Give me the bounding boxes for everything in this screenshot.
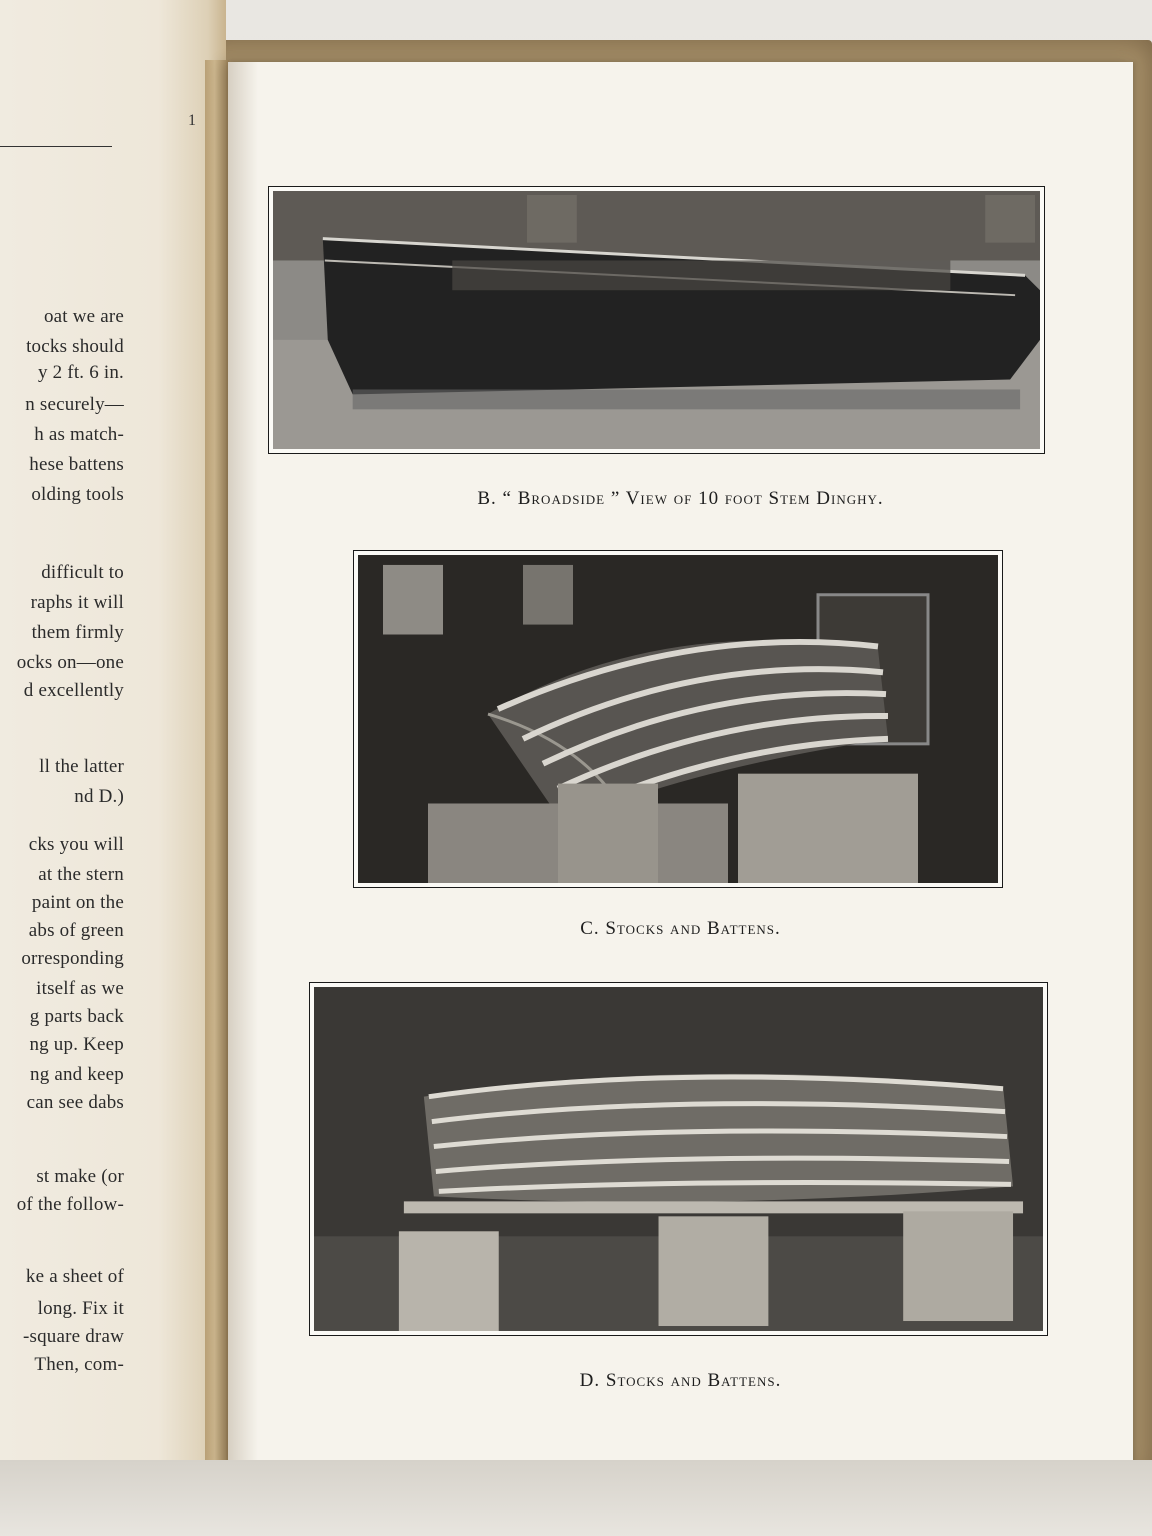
left-text-line: difficult to: [41, 562, 124, 583]
left-text-line: st make (or: [36, 1166, 124, 1187]
figure-d-caption: D. Stocks and Battens.: [579, 1370, 782, 1391]
figure-b-caption: B. “ Broadside ” View of 10 foot Stem Dinghy.: [477, 488, 884, 509]
left-page-mark: 1: [188, 112, 196, 129]
left-text-line: abs of green: [28, 920, 124, 941]
stocks-battens-illustration-d: [314, 987, 1043, 1331]
left-text-line: ocks on—one: [16, 652, 124, 673]
stocks-battens-illustration-c: [358, 555, 998, 883]
left-text-line: d excellently: [23, 680, 124, 701]
stocks-battens-photo-c: [358, 555, 998, 883]
stocks-battens-photo-d: [314, 987, 1043, 1331]
left-text-line: cks you will: [28, 834, 124, 855]
figure-c-photo: [353, 550, 1003, 888]
figure-c-caption: C. Stocks and Battens.: [580, 918, 781, 939]
left-text-line: ke a sheet of: [25, 1266, 124, 1287]
left-text-line: Then, com-: [34, 1354, 124, 1375]
left-text-line: y 2 ft. 6 in.: [38, 362, 124, 383]
left-text-line: n securely—: [25, 394, 124, 415]
left-text-line: can see dabs: [26, 1092, 124, 1113]
left-text-line: orresponding: [21, 948, 124, 969]
figure-b-photo: [268, 186, 1045, 454]
left-text-line: -square draw: [22, 1326, 124, 1347]
left-text-line: at the stern: [38, 864, 124, 885]
left-text-line: ng and keep: [30, 1064, 124, 1085]
left-text-line: them firmly: [31, 622, 124, 643]
page-bottom-shadow: [0, 1460, 1152, 1536]
left-text-line: raphs it will: [30, 592, 124, 613]
figure-d-photo: [309, 982, 1048, 1336]
left-text-line: long. Fix it: [37, 1298, 124, 1319]
left-text-line: tocks should: [26, 336, 124, 357]
left-page: [0, 0, 226, 1460]
left-text-line: paint on the: [31, 892, 124, 913]
left-text-line: g parts back: [29, 1006, 124, 1027]
gutter-shadow: [228, 62, 258, 1472]
left-text-line: hese battens: [29, 454, 124, 475]
left-page-rule: [0, 146, 112, 147]
dinghy-illustration: [273, 191, 1040, 449]
left-text-line: oat we are: [43, 306, 124, 327]
left-text-line: ng up. Keep: [29, 1034, 124, 1055]
left-text-line: h as match-: [34, 424, 124, 445]
left-page-edge: [205, 60, 229, 1460]
dinghy-photo: [273, 191, 1040, 449]
left-text-line: nd D.): [74, 786, 124, 807]
left-text-line: ll the latter: [39, 756, 124, 777]
left-text-line: itself as we: [36, 978, 124, 999]
left-text-line: of the follow-: [16, 1194, 124, 1215]
left-text-line: olding tools: [31, 484, 124, 505]
